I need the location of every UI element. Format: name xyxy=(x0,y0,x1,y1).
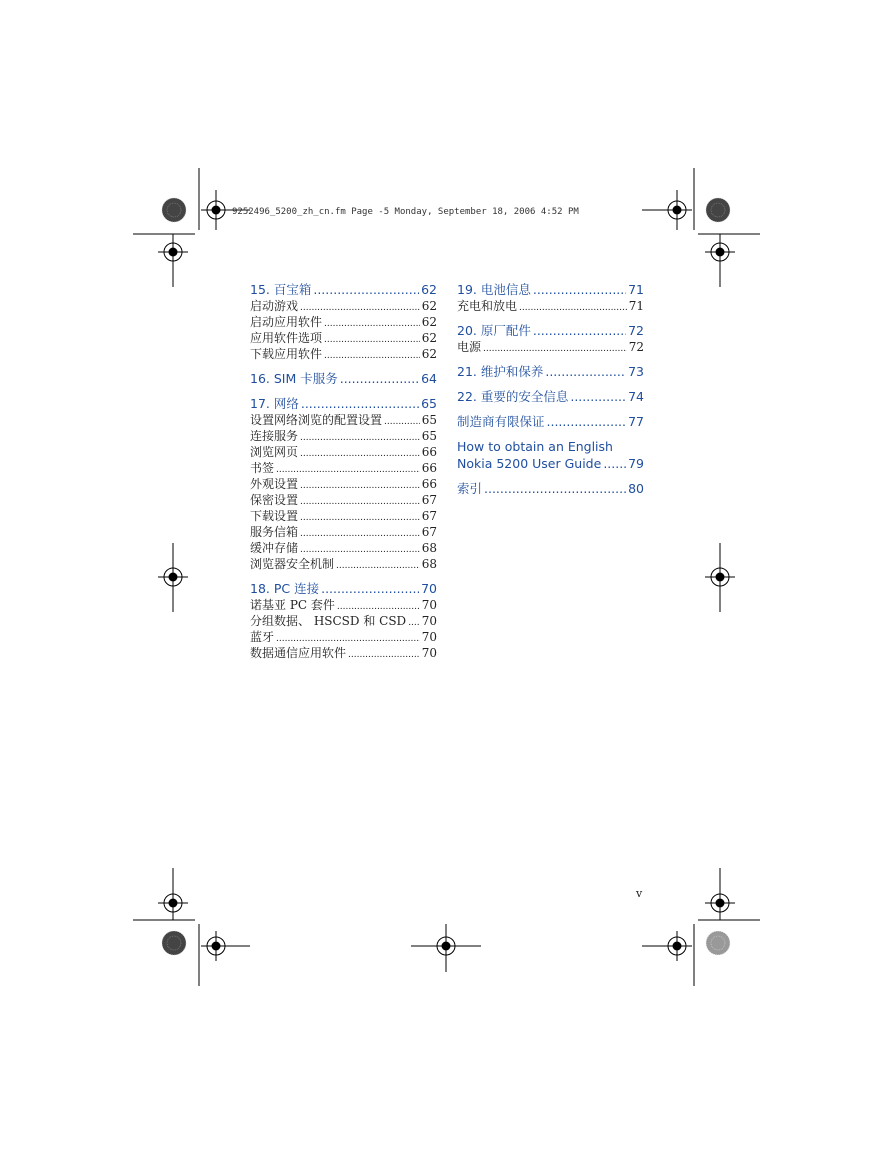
toc-subentry[interactable] xyxy=(250,428,437,444)
toc-page-number: 77 xyxy=(628,414,644,429)
toc-entry-title: Nokia 5200 User Guide xyxy=(457,456,602,471)
toc-page-number: 62 xyxy=(421,315,437,329)
toc-page-number: 73 xyxy=(628,364,644,379)
toc-leader-dots xyxy=(348,647,420,663)
toc-entry-title: 18. PC 连接 xyxy=(250,581,320,596)
toc-entry-title: 数据通信应用软件 xyxy=(250,646,347,660)
toc-entry-title: 服务信箱 xyxy=(250,525,299,539)
toc-page-number: 67 xyxy=(421,525,437,539)
toc-right-column xyxy=(457,281,644,497)
toc-page-number: 68 xyxy=(421,557,437,571)
toc-entry-title: 保密设置 xyxy=(250,493,299,507)
toc-subentry[interactable] xyxy=(457,298,644,314)
toc-gap xyxy=(457,430,644,438)
toc-page-number: 62 xyxy=(421,299,437,313)
toc-entry-title: 19. 电池信息 xyxy=(457,282,531,297)
toc-page-number: 67 xyxy=(421,509,437,523)
toc-leader-dots xyxy=(340,370,419,387)
toc-gap xyxy=(457,405,644,413)
toc-page-number: 66 xyxy=(421,461,437,475)
toc-subentry[interactable] xyxy=(250,613,437,629)
toc-leader-dots xyxy=(545,363,626,380)
toc-left-column xyxy=(250,281,437,661)
toc-entry-title: 书签 xyxy=(250,461,275,475)
toc-leader-dots xyxy=(570,388,626,405)
toc-leader-dots xyxy=(300,494,420,510)
toc-leader-dots xyxy=(321,580,419,597)
toc-subentry[interactable] xyxy=(250,492,437,508)
toc-entry-title: 缓冲存储 xyxy=(250,541,299,555)
toc-page-number: 65 xyxy=(421,429,437,443)
file-header-line: 9252496_5200_zh_cn.fm Page -5 Monday, September 18, 2006 4:52 PM xyxy=(232,207,579,217)
toc-page-number: 72 xyxy=(628,340,644,354)
toc-page-number: 62 xyxy=(421,347,437,361)
toc-entry-title: 启动应用软件 xyxy=(250,315,323,329)
toc-subentry[interactable] xyxy=(250,298,437,314)
toc-page-number: 70 xyxy=(421,646,437,660)
toc-page-number: 65 xyxy=(421,413,437,427)
toc-chapter-entry[interactable] xyxy=(250,370,437,387)
toc-page-number: 66 xyxy=(421,445,437,459)
toc-chapter-entry[interactable] xyxy=(457,363,644,380)
toc-entry-title: 15. 百宝箱 xyxy=(250,282,312,297)
toc-subentry[interactable] xyxy=(250,314,437,330)
toc-leader-dots xyxy=(324,316,420,332)
toc-chapter-entry[interactable] xyxy=(457,455,644,472)
toc-leader-dots xyxy=(484,480,626,497)
toc-entry-title: 下载应用软件 xyxy=(250,347,323,361)
toc-subentry[interactable] xyxy=(250,460,437,476)
toc-subentry[interactable] xyxy=(250,629,437,645)
toc-entry-title: 连接服务 xyxy=(250,429,299,443)
toc-leader-dots xyxy=(384,414,420,430)
toc-subentry[interactable] xyxy=(250,346,437,362)
toc-entry-title: 分组数据、 HSCSD 和 CSD xyxy=(250,614,407,628)
toc-leader-dots xyxy=(324,348,420,364)
toc-page-number: 65 xyxy=(421,396,437,411)
toc-leader-dots xyxy=(483,341,627,357)
toc-entry-title: 浏览器安全机制 xyxy=(250,557,335,571)
toc-entry-title: 设置网络浏览的配置设置 xyxy=(250,413,383,427)
toc-leader-dots xyxy=(313,281,419,298)
toc-page-number: 71 xyxy=(628,282,644,297)
toc-entry-title: 蓝牙 xyxy=(250,630,275,644)
toc-page-number: 70 xyxy=(421,630,437,644)
toc-leader-dots xyxy=(533,322,626,339)
toc-subentry[interactable] xyxy=(250,556,437,572)
toc-leader-dots xyxy=(300,430,420,446)
toc-page-number: 72 xyxy=(628,323,644,338)
toc-subentry[interactable] xyxy=(250,476,437,492)
toc-leader-dots xyxy=(603,455,626,472)
toc-page-number: 70 xyxy=(421,598,437,612)
toc-page-number: 62 xyxy=(421,282,437,297)
toc-page-number: 67 xyxy=(421,493,437,507)
toc-page-number: 70 xyxy=(421,581,437,596)
toc-subentry[interactable] xyxy=(250,524,437,540)
toc-chapter-entry[interactable] xyxy=(250,395,437,412)
toc-leader-dots xyxy=(300,526,420,542)
toc-page-number: 66 xyxy=(421,477,437,491)
toc-gap xyxy=(250,387,437,395)
toc-page-number: 71 xyxy=(628,299,644,313)
toc-subentry[interactable] xyxy=(457,339,644,355)
toc-subentry[interactable] xyxy=(250,444,437,460)
toc-leader-dots xyxy=(300,446,420,462)
toc-subentry[interactable] xyxy=(250,412,437,428)
toc-entry-title: 20. 原厂配件 xyxy=(457,323,531,338)
toc-entry-title: 21. 维护和保养 xyxy=(457,364,544,379)
toc-page-number: 68 xyxy=(421,541,437,555)
toc-entry-title: 下载设置 xyxy=(250,509,299,523)
toc-entry-title: 16. SIM 卡服务 xyxy=(250,371,338,386)
toc-chapter-entry[interactable] xyxy=(250,580,437,597)
toc-leader-dots xyxy=(300,478,420,494)
toc-page-number: 64 xyxy=(421,371,437,386)
toc-leader-dots xyxy=(324,332,420,348)
toc-gap xyxy=(457,380,644,388)
toc-entry-title: 索引 xyxy=(457,481,483,496)
toc-subentry[interactable] xyxy=(250,508,437,524)
toc-chapter-entry[interactable] xyxy=(250,281,437,298)
toc-chapter-entry[interactable] xyxy=(457,413,644,430)
toc-page-number: 79 xyxy=(628,456,644,471)
toc-subentry[interactable] xyxy=(250,540,437,556)
toc-subentry[interactable] xyxy=(250,645,437,661)
toc-entry-title: 浏览网页 xyxy=(250,445,299,459)
toc-entry-title: 启动游戏 xyxy=(250,299,299,313)
toc-leader-dots xyxy=(300,510,420,526)
toc-entry-title: 应用软件选项 xyxy=(250,331,323,345)
toc-leader-dots xyxy=(519,300,627,316)
toc-subentry[interactable] xyxy=(250,597,437,613)
toc-leader-dots xyxy=(533,281,626,298)
toc-entry-title: 22. 重要的安全信息 xyxy=(457,389,569,404)
toc-chapter-entry[interactable] xyxy=(457,281,644,298)
toc-gap xyxy=(457,472,644,480)
toc-leader-dots xyxy=(408,615,420,631)
toc-leader-dots xyxy=(336,558,420,574)
toc-entry-line1[interactable]: How to obtain an English xyxy=(457,439,613,454)
toc-chapter-entry[interactable] xyxy=(457,480,644,497)
toc-entry-title: 充电和放电 xyxy=(457,299,518,313)
toc-entry-title: 17. 网络 xyxy=(250,396,299,411)
toc-entry-title: 外观设置 xyxy=(250,477,299,491)
toc-leader-dots xyxy=(547,413,627,430)
toc-page-number: 74 xyxy=(628,389,644,404)
toc-entry-title: 电源 xyxy=(457,340,482,354)
page-number: v xyxy=(636,887,643,900)
toc-subentry[interactable] xyxy=(250,330,437,346)
toc-entry-title: 制造商有限保证 xyxy=(457,414,545,429)
toc-entry-title: 诺基亚 PC 套件 xyxy=(250,598,335,612)
toc-chapter-entry[interactable] xyxy=(457,388,644,405)
toc-page-number: 70 xyxy=(421,614,437,628)
toc-chapter-entry[interactable] xyxy=(457,322,644,339)
toc-page-number: 80 xyxy=(628,481,644,496)
toc-leader-dots xyxy=(301,395,419,412)
toc-page-number: 62 xyxy=(421,331,437,345)
